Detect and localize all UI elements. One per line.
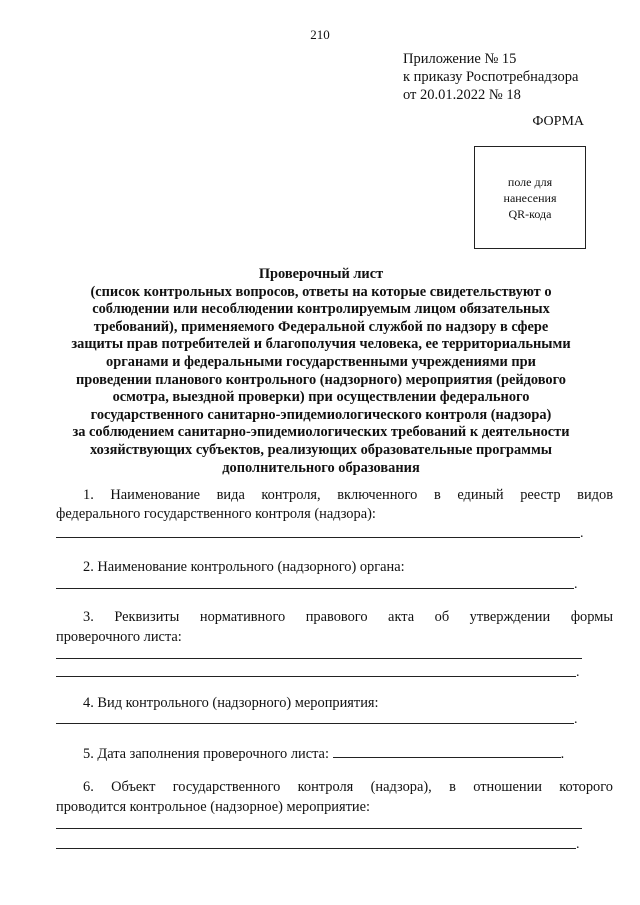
item-2-label: 2. Наименование контрольного (надзорного) органа: (83, 559, 405, 575)
item-3-label-cont: проверочного листа: (56, 629, 182, 645)
qr-code-field (474, 146, 586, 249)
title-line: (список контрольных вопросов, ответы на которые свидетельствуют о (90, 283, 552, 300)
item-3-label: 3. Реквизиты нормативного правового акта об утверждении формы (83, 609, 613, 625)
appendix-header (403, 50, 578, 104)
item-5-label: 5. Дата заполнения проверочного листа: (83, 746, 329, 762)
title-line: органами и федеральными государственными учреждениями при (106, 353, 536, 370)
title-line: осмотра, выездной проверки) при осуществлении федерального (112, 389, 530, 406)
item-6-fill-line-2[interactable] (56, 848, 576, 849)
document-title (56, 266, 586, 477)
title-line: государственного санитарно-эпидемиологического контроля (надзора) (90, 406, 552, 423)
qr-box-text: поле для (507, 174, 553, 189)
title-line: защиты прав потребителей и благополучия человека, ее территориальными (71, 336, 571, 353)
item-4-label: 4. Вид контрольного (надзорного) мероприятия: (83, 695, 379, 711)
forma-label: ФОРМА (532, 114, 584, 129)
item-4-fill-line[interactable] (56, 723, 574, 724)
title-line: дополнительного образования (222, 459, 420, 476)
item-5-fill-line[interactable] (333, 744, 561, 758)
appendix-line: к приказу Роспотребнадзора (403, 69, 579, 85)
appendix-line: Приложение № 15 (403, 51, 517, 67)
item-6-label-cont: проводится контрольное (надзорное) мероприятие: (56, 799, 370, 815)
title-line: за соблюдением санитарно-эпидемиологических требований к деятельности (72, 424, 570, 441)
item-6-label: 6. Объект государственного контроля (надзора), в отношении которого (83, 779, 613, 795)
page-number: 210 (310, 27, 330, 42)
item-1-fill-line[interactable] (56, 537, 580, 538)
title-line: требований), применяемого Федеральной службой по надзору в сфере (93, 318, 549, 335)
item-1-label-cont: федерального государственного контроля (надзора): (56, 506, 376, 522)
item-1-label: 1. Наименование вида контроля, включенного в единый реестр видов (83, 487, 613, 503)
title-line: хозяйствующих субъектов, реализующих образовательные программы (89, 441, 553, 458)
title-line: соблюдении или несоблюдении контролируемым лицом обязательных (92, 301, 550, 318)
item-3-fill-line-2[interactable] (56, 676, 576, 677)
item-6-period: . (576, 837, 580, 852)
title-line: проведении планового контрольного (надзорного) мероприятия (рейдового (76, 371, 566, 388)
item-2-fill-line[interactable] (56, 588, 574, 589)
item-1-period: . (580, 526, 584, 541)
item-5-row (56, 744, 613, 764)
item-5-period: . (560, 746, 565, 762)
item-6-fill-line-1[interactable] (56, 828, 582, 829)
qr-box-text: QR-кода (508, 206, 552, 221)
item-3-period: . (576, 665, 580, 680)
title-line: Проверочный лист (258, 266, 384, 282)
item-4-period: . (574, 712, 578, 727)
item-3-fill-line-1[interactable] (56, 658, 582, 659)
qr-box-text: нанесения (503, 190, 557, 205)
appendix-line: от 20.01.2022 № 18 (403, 87, 521, 103)
item-2-period: . (574, 577, 578, 592)
